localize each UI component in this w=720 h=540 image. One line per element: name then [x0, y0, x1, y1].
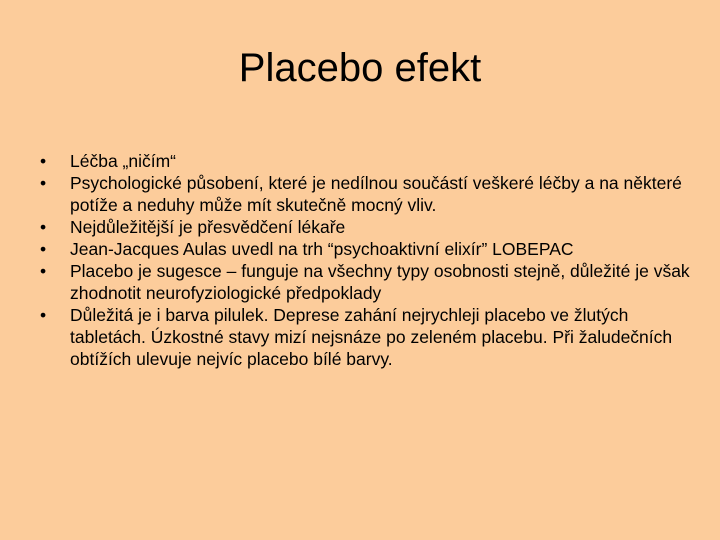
bullet-marker: •: [40, 173, 47, 193]
bullet-marker: •: [40, 239, 47, 259]
bullet-marker: •: [40, 217, 47, 237]
list-item: [40, 216, 700, 238]
bullet-text: Důležitá je i barva pilulek. Deprese zahání nejrychleji placebo ve žlutých tabletách. Úzkostné stavy mizí nejsnáze po zeleném placebu. Při žaludečních obtížích ulevuje nejvíc placebo bílé barvy.: [70, 305, 673, 369]
bullet-text: Psychologické působení, které je nedílnou součástí veškeré léčby a na některé potíže a neduhy může mít skutečně mocný vliv.: [70, 173, 682, 215]
bullet-marker: •: [40, 305, 47, 325]
bullet-text: Léčba „ničím“: [70, 151, 177, 171]
list-item: [40, 150, 700, 172]
bullet-list: [40, 150, 700, 370]
bullet-text: Jean-Jacques Aulas uvedl na trh “psychoaktivní elixír” LOBEPAC: [70, 239, 574, 259]
list-item: [40, 260, 700, 304]
bullet-marker: •: [40, 151, 47, 171]
slide-title: Placebo efekt: [238, 46, 482, 90]
bullet-text: Placebo je sugesce – funguje na všechny typy osobnosti stejně, důležité je však zhodnotit neurofyziologické předpoklady: [70, 261, 690, 303]
list-item: [40, 172, 700, 216]
bullet-text: Nejdůležitější je přesvědčení lékaře: [70, 217, 346, 237]
bullet-marker: •: [40, 261, 47, 281]
list-item: [40, 304, 700, 370]
list-item: [40, 238, 700, 260]
